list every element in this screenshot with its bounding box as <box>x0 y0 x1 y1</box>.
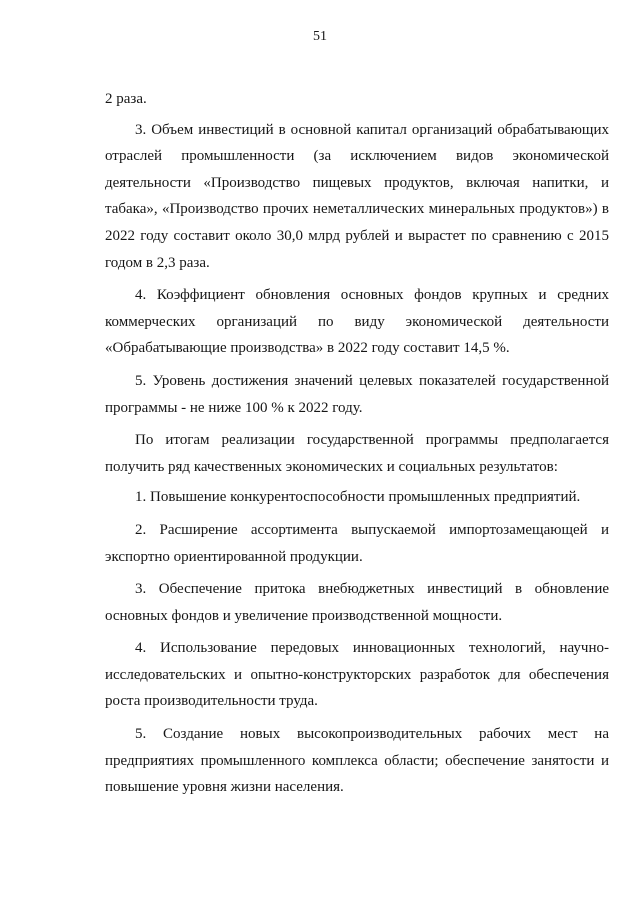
page-number: 51 <box>313 29 327 44</box>
paragraph-results-intro: По итогам реализации государственной программы предполагается получить ряд качественных экономических и социальных результатов: <box>105 432 609 475</box>
paragraph-target-level: 5. Уровень достижения значений целевых показателей государственной программы - не ниже 100 % к 2022 году. <box>105 372 609 416</box>
paragraph-result-4: 4. Использование передовых инновационных технологий, научно-исследовательских и опытно-конструкторских разработок для обеспечения роста производительности труда. <box>105 640 609 710</box>
document-body <box>105 86 609 801</box>
paragraph-investment: 3. Объем инвестиций в основной капитал организаций обрабатывающих отраслей промышленности (за исключением видов экономической деятельности «Производство пищевых продуктов, включая напитки, и табака», «Производство прочих неметаллических минеральных продуктов») в 2022 году составит около 30,0 млрд рублей и вырастет по сравнению с 2015 годом в 2,3 раза. <box>105 121 609 271</box>
paragraph-result-2: 2. Расширение ассортимента выпускаемой импортозамещающей и экспортно ориентированной продукции. <box>105 521 609 565</box>
paragraph-renewal-coefficient: 4. Коэффициент обновления основных фондов крупных и средних коммерческих организаций по виду экономической деятельности «Обрабатывающие производства» в 2022 году составит 14,5 %. <box>105 287 609 357</box>
paragraph-result-5: 5. Создание новых высокопроизводительных рабочих мест на предприятиях промышленного комплекса области; обеспечение занятости и повышение уровня жизни населения. <box>105 726 609 796</box>
paragraph-continuation: 2 раза. <box>105 91 147 107</box>
paragraph-result-3: 3. Обеспечение притока внебюджетных инвестиций в обновление основных фондов и увеличение производственной мощности. <box>105 581 609 624</box>
paragraph-result-1: 1. Повышение конкурентоспособности промышленных предприятий. <box>135 489 581 506</box>
